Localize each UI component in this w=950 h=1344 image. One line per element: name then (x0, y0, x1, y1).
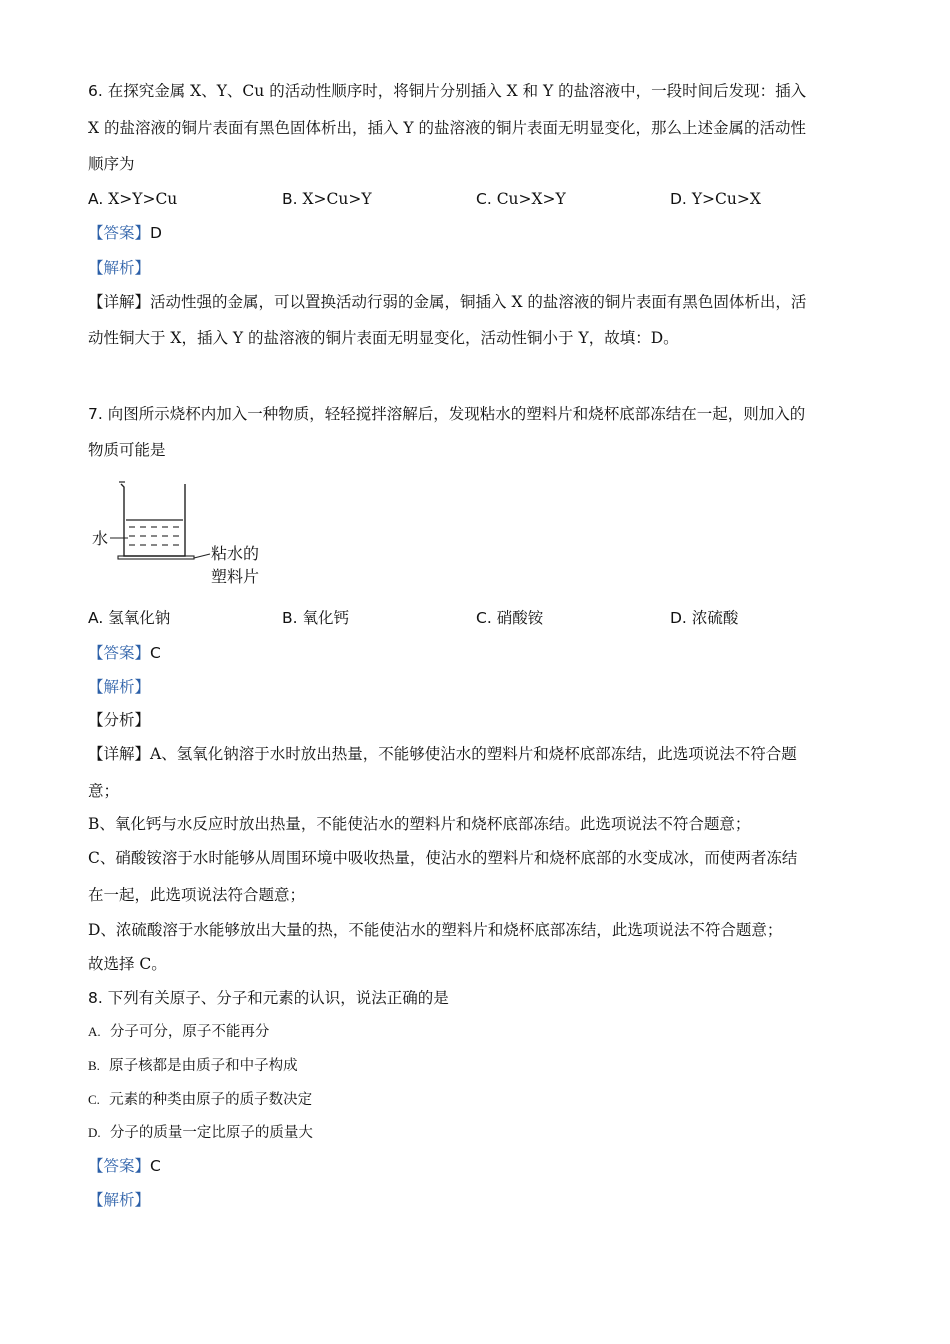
q7-option-b: B. 氧化钙 (282, 609, 350, 627)
q8-option-c: C. 元素的种类由原子的质子数决定 (88, 1092, 313, 1108)
q7-stem-line-2: 物质可能是 (88, 441, 166, 459)
q7-detail-line-6: D、浓硫酸溶于水能够放出大量的热，不能使沾水的塑料片和烧杯底部冻结，此选项说法不符合题意； (88, 921, 783, 939)
q6-stem-line-2: X 的盐溶液的铜片表面有黑色固体析出，插入 Y 的盐溶液的铜片表面无明显变化，那么上述金属的活动性 (88, 119, 807, 137)
q7-detail-line-5: 在一起，此选项说法符合题意； (88, 886, 306, 904)
q6-detail-line-1: 【详解】活动性强的金属，可以置换活动行弱的金属，铜插入 X 的盐溶液的铜片表面有黑色固体析出，活 (88, 293, 807, 311)
q7-answer-tag: 【答案】 (88, 644, 151, 662)
q8-answer (88, 1156, 161, 1176)
q6-stem-line-1 (88, 81, 806, 101)
q6-detail-line-2: 动性铜大于 X，插入 Y 的盐溶液的铜片表面无明显变化，活动性铜小于 Y，故填：D。 (88, 329, 679, 347)
q7-analysis-tag: 【解析】 (88, 678, 151, 696)
q6-answer-value: D (150, 224, 162, 242)
q6-answer-tag: 【答案】 (88, 224, 151, 242)
q6-analysis-tag: 【解析】 (88, 259, 151, 277)
beaker-figure (88, 478, 278, 590)
q7-number: 7. (88, 405, 103, 423)
q8-stem: 8. 下列有关原子、分子和元素的认识，说法正确的是 (88, 989, 449, 1007)
q7-detail-line-1: 【详解】A、氢氧化钠溶于水时放出热量，不能够使沾水的塑料片和烧杯底部冻结，此选项说法不符合题 (88, 745, 797, 763)
q6-answer (88, 223, 162, 243)
q7-answer-value: C (150, 644, 161, 662)
q6-stem-line-3: 顺序为 (88, 155, 135, 173)
q8-option-b: B. 原子核都是由质子和中子构成 (88, 1058, 298, 1074)
water-dashes (129, 527, 179, 545)
q8-answer-tag: 【答案】 (88, 1157, 151, 1175)
q6-option-a: A. X>Y>Cu (88, 190, 178, 208)
q8-option-a: A. 分子可分，原子不能再分 (88, 1024, 270, 1040)
water-label: 水 (92, 529, 109, 548)
q8-option-d: D. 分子的质量一定比原子的质量大 (88, 1125, 313, 1141)
q6-stem-text-1: 在探究金属 X、Y、Cu 的活动性顺序时，将铜片分别插入 X 和 Y 的盐溶液中，一段时间后发现：插入 (107, 82, 807, 100)
q7-fenxi-tag: 【分析】 (88, 711, 151, 729)
q7-option-c: C. 硝酸铵 (476, 609, 544, 627)
q7-answer (88, 643, 161, 663)
q8-analysis-tag: 【解析】 (88, 1191, 151, 1209)
plate-label-line2: 塑料片 (211, 567, 260, 586)
q7-option-d: D. 浓硫酸 (670, 609, 739, 627)
plastic-plate (118, 556, 194, 559)
q8-number: 8. (88, 989, 103, 1007)
q6-option-d: D. Y>Cu>X (670, 190, 761, 208)
q7-stem-line-1: 7. 向图所示烧杯内加入一种物质，轻轻搅拌溶解后，发现粘水的塑料片和烧杯底部冻结在一起，则加入的 (88, 405, 806, 423)
q7-detail-line-2: 意； (88, 782, 120, 800)
q6-number: 6. (88, 82, 103, 100)
q7-detail-line-7: 故选择 C。 (88, 955, 167, 973)
q7-detail-tag: 【详解】 (88, 745, 151, 763)
q7-detail-line-4: C、硝酸铵溶于水时能够从周围环境中吸收热量，使沾水的塑料片和烧杯底部的水变成冰，而使两者冻结 (88, 849, 798, 867)
q6-option-c: C. Cu>X>Y (476, 190, 566, 208)
q7-option-a: A. 氢氧化钠 (88, 609, 171, 627)
q7-detail-line-3: B、氧化钙与水反应时放出热量，不能使沾水的塑料片和烧杯底部冻结。此选项说法不符合题意； (88, 815, 751, 833)
q6-detail-tag: 【详解】 (88, 293, 151, 311)
q8-answer-value: C (150, 1157, 161, 1175)
plate-label-line1: 粘水的 (211, 544, 260, 563)
q6-option-b: B. X>Cu>Y (282, 190, 372, 208)
